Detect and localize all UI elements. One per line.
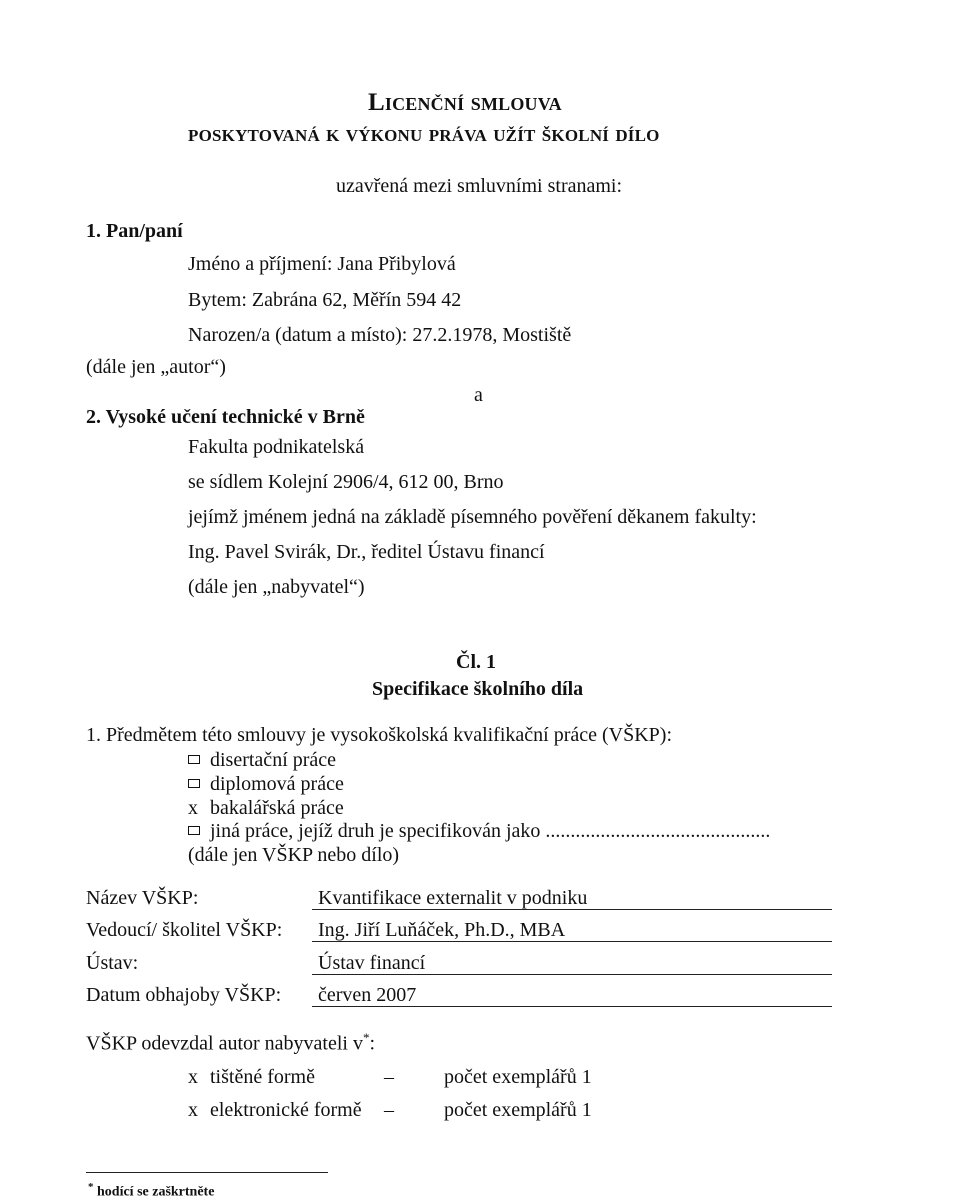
handover-text: VŠKP odevzdal autor nabyvateli v [86,1032,363,1055]
party2-heading: 2. Vysoké učení technické v Brně [86,406,365,428]
footnote-rule [86,1172,328,1173]
detail-label-title: Název VŠKP: [86,887,199,909]
option-bachelor [188,797,344,820]
detail-value-title: Kvantifikace externalit v podniku [318,887,588,909]
party1-heading: 1. Pan/paní [86,220,183,242]
party1-name: Jméno a příjmení: Jana Přibylová [188,253,456,275]
underline [312,1006,832,1007]
option-diploma [188,773,344,796]
detail-label-supervisor: Vedoucí/ školitel VŠKP: [86,919,283,941]
underline [312,909,832,910]
contract-title: Licenční smlouva [368,89,562,116]
contract-subtitle: poskytovaná k výkonu práva užít školní dílo [188,121,660,147]
handover-dash-print: – [384,1066,394,1088]
party2-faculty: Fakulta podnikatelská [188,436,365,458]
underline [312,974,832,975]
option-label: jiná práce, jejíž druh je specifikován jako [210,820,541,842]
option-label: bakalářská práce [210,797,344,819]
handover-mark-print: x [188,1066,198,1088]
footnote-asterisk: * [88,1181,94,1193]
handover-colon: : [369,1032,376,1055]
checkbox-icon [188,826,200,835]
party2-on-behalf: jejímž jménem jedná na základě písemného pověření děkanem fakulty: [188,506,757,528]
checkbox-icon [188,779,200,788]
underline [312,941,832,942]
handover-mark-electronic: x [188,1099,198,1121]
handover-count-print: počet exemplářů 1 [444,1066,592,1088]
article-number: Čl. 1 [456,651,496,673]
option-label: disertační práce [210,749,337,771]
handover-form-electronic: elektronické formě [210,1099,362,1121]
detail-label-defense-date: Datum obhajoby VŠKP: [86,984,282,1006]
party2-seat: se sídlem Kolejní 2906/4, 612 00, Brno [188,471,504,493]
x-mark: x [188,797,198,819]
handover-intro [86,1030,375,1056]
subject-intro: 1. Předmětem této smlouvy je vysokoškolská kvalifikační práce (VŠKP): [86,724,673,746]
option-label: diplomová práce [210,773,344,795]
and-text: a [474,384,483,406]
handover-dash-electronic: – [384,1099,394,1121]
party2-alias: (dále jen „nabyvatel“) [188,576,365,598]
option-other [188,820,770,843]
footnote-marker: * [362,1030,370,1045]
detail-value-department: Ústav financí [318,952,426,974]
dotted-fill: ............................................. [545,820,771,842]
article-title: Specifikace školního díla [372,678,584,700]
option-dissertation [188,749,336,772]
handover-form-print: tištěné formě [210,1066,315,1088]
party1-address: Bytem: Zabrána 62, Měřín 594 42 [188,289,462,311]
party1-alias: (dále jen „autor“) [86,356,226,378]
detail-value-supervisor: Ing. Jiří Luňáček, Ph.D., MBA [318,919,566,941]
party2-representative: Ing. Pavel Svirák, Dr., ředitel Ústavu financí [188,541,545,563]
detail-value-defense-date: červen 2007 [318,984,417,1006]
handover-count-electronic: počet exemplářů 1 [444,1099,592,1121]
detail-label-department: Ústav: [86,952,139,974]
intro-text: uzavřená mezi smluvními stranami: [336,175,623,197]
footnote [88,1181,214,1201]
checkbox-icon [188,755,200,764]
subject-alias: (dále jen VŠKP nebo dílo) [188,844,400,866]
party1-birth: Narozen/a (datum a místo): 27.2.1978, Mostiště [188,324,572,346]
footnote-text: hodící se zaškrtněte [97,1184,215,1200]
